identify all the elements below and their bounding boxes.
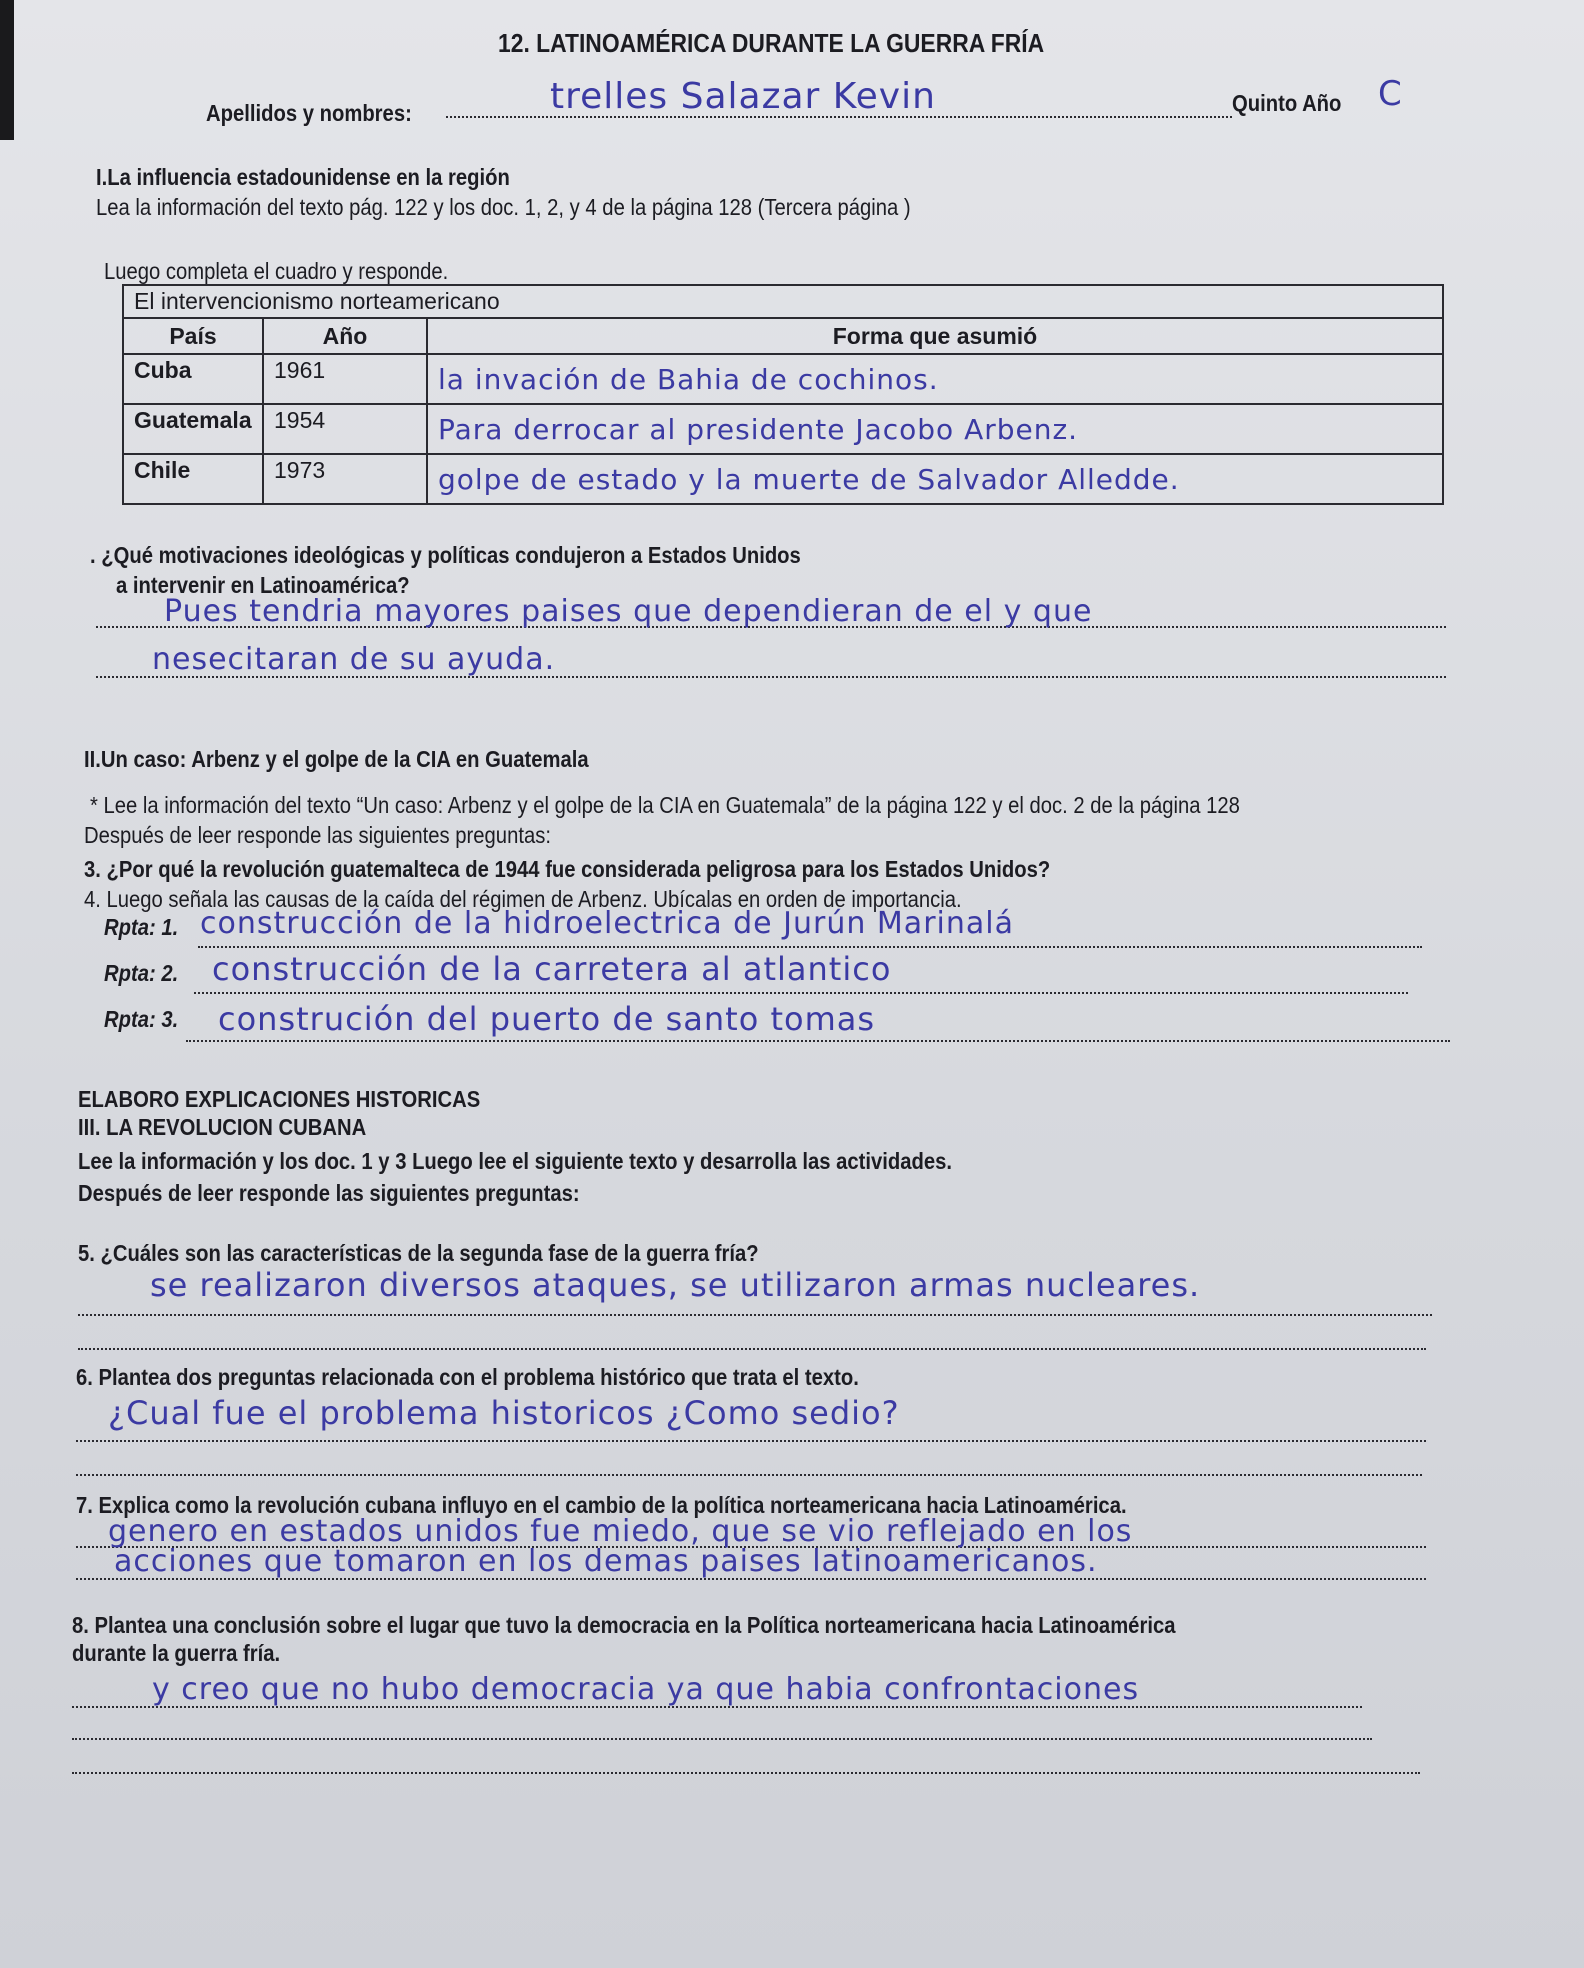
question-6: 6. Plantea dos preguntas relacionada con el problema histórico que trata el texto.: [76, 1364, 859, 1390]
answer-7-line2: acciones que tomaron en los demas paises latinoamericanos.: [114, 1544, 1098, 1579]
answer-dotted-line: [198, 946, 1422, 948]
answer-dotted-line: [186, 1040, 1450, 1042]
question-7: 7. Explica como la revolución cubana influyo en el cambio de la política norteamericana hacia Latinoamérica.: [76, 1492, 1127, 1518]
answer-dotted-line: [72, 1772, 1420, 1774]
motivation-question-line1: . ¿Qué motivaciones ideológicas y políticas condujeron a Estados Unidos: [90, 542, 801, 568]
answer-6: ¿Cual fue el problema historicos ¿Como sedio?: [108, 1394, 900, 1432]
answer-dotted-line: [76, 1474, 1422, 1476]
motivation-answer-line2: nesecitaran de su ayuda.: [152, 642, 556, 677]
section3-heading1: ELABORO EXPLICACIONES HISTORICAS: [78, 1086, 481, 1112]
table-caption: El intervencionismo norteamericano: [123, 285, 1443, 318]
answer-2-value: construcción de la carretera al atlantico: [212, 950, 892, 988]
answer-3-value: construción del puerto de santo tomas: [218, 1000, 876, 1038]
section1-instruction: Lea la información del texto pág. 122 y los doc. 1, 2, y 4 de la página 128 (Tercera página ): [96, 194, 911, 220]
column-header-year: Año: [263, 318, 427, 354]
section3-instruction1: Lee la información y los doc. 1 y 3 Luego lee el siguiente texto y desarrolla las actividades.: [78, 1148, 953, 1174]
answer-2-label: Rpta: 2.: [104, 960, 179, 986]
form-cell: golpe de estado y la muerte de Salvador Alledde.: [427, 454, 1443, 504]
country-cell: Cuba: [123, 354, 263, 404]
table-row: [123, 354, 1443, 404]
year-cell: 1973: [263, 454, 427, 504]
answer-dotted-line: [76, 1440, 1426, 1442]
section2-instruction2: Después de leer responde las siguientes preguntas:: [84, 822, 551, 848]
section2-heading: II.Un caso: Arbenz y el golpe de la CIA en Guatemala: [84, 746, 589, 772]
year-cell: 1961: [263, 354, 427, 404]
section-mark: C: [1378, 74, 1402, 114]
form-cell: la invación de Bahia de cochinos.: [427, 354, 1443, 404]
answer-5: se realizaron diversos ataques, se utilizaron armas nucleares.: [150, 1266, 1201, 1304]
motivation-answer-line1: Pues tendria mayores paises que dependieran de el y que: [164, 594, 1093, 629]
section2-instruction: * Lee la información del texto “Un caso: Arbenz y el golpe de la CIA en Guatemala” de la página 122 y el doc. 2 de la página 128: [90, 792, 1240, 818]
answer-3-label: Rpta: 3.: [104, 1006, 179, 1032]
name-label: Apellidos y nombres:: [206, 100, 412, 126]
grade-label: Quinto Año: [1232, 90, 1342, 116]
table-intro: Luego completa el cuadro y responde.: [104, 258, 449, 284]
form-cell: Para derrocar al presidente Jacobo Arbenz.: [427, 404, 1443, 454]
question-4: 4. Luego señala las causas de la caída del régimen de Arbenz. Ubícalas en orden de importancia.: [84, 886, 962, 912]
section3-heading2: III. LA REVOLUCION CUBANA: [78, 1114, 367, 1140]
answer-7-line1: genero en estados unidos fue miedo, que se vio reflejado en los: [108, 1514, 1133, 1549]
question-3: 3. ¿Por qué la revolución guatemalteca de 1944 fue considerada peligrosa para los Estados Unidos?: [84, 856, 1051, 882]
year-cell: 1954: [263, 404, 427, 454]
answer-dotted-line: [78, 1314, 1432, 1316]
section1-heading: I.La influencia estadounidense en la región: [96, 164, 510, 190]
question-8-line1: 8. Plantea una conclusión sobre el lugar que tuvo la democracia en la Política norteamericana hacia Latinoamérica: [72, 1612, 1176, 1638]
answer-1-label: Rpta: 1.: [104, 914, 179, 940]
country-cell: Guatemala: [123, 404, 263, 454]
question-8-line2: durante la guerra fría.: [72, 1640, 281, 1666]
country-cell: Chile: [123, 454, 263, 504]
answer-dotted-line: [78, 1348, 1426, 1350]
column-header-country: País: [123, 318, 263, 354]
answer-dotted-line: [72, 1738, 1372, 1740]
table-row: [123, 404, 1443, 454]
answer-dotted-line: [194, 992, 1408, 994]
dark-page-edge: [0, 0, 14, 140]
section3-instruction2: Después de leer responde las siguientes preguntas:: [78, 1180, 580, 1206]
answer-1-value: construcción de la hidroelectrica de Jurún Marinalá: [200, 906, 1014, 941]
student-name: trelles Salazar Kevin: [550, 76, 936, 117]
intervention-table: [122, 284, 1444, 505]
table-row: [123, 454, 1443, 504]
worksheet-title: 12. LATINOAMÉRICA DURANTE LA GUERRA FRÍA: [498, 28, 1045, 58]
motivation-question-line2: a intervenir en Latinoamérica?: [116, 572, 410, 598]
question-5: 5. ¿Cuáles son las características de la segunda fase de la guerra fría?: [78, 1240, 759, 1266]
column-header-form: Forma que asumió: [427, 318, 1443, 354]
answer-8: y creo que no hubo democracia ya que habia confrontaciones: [152, 1672, 1140, 1707]
